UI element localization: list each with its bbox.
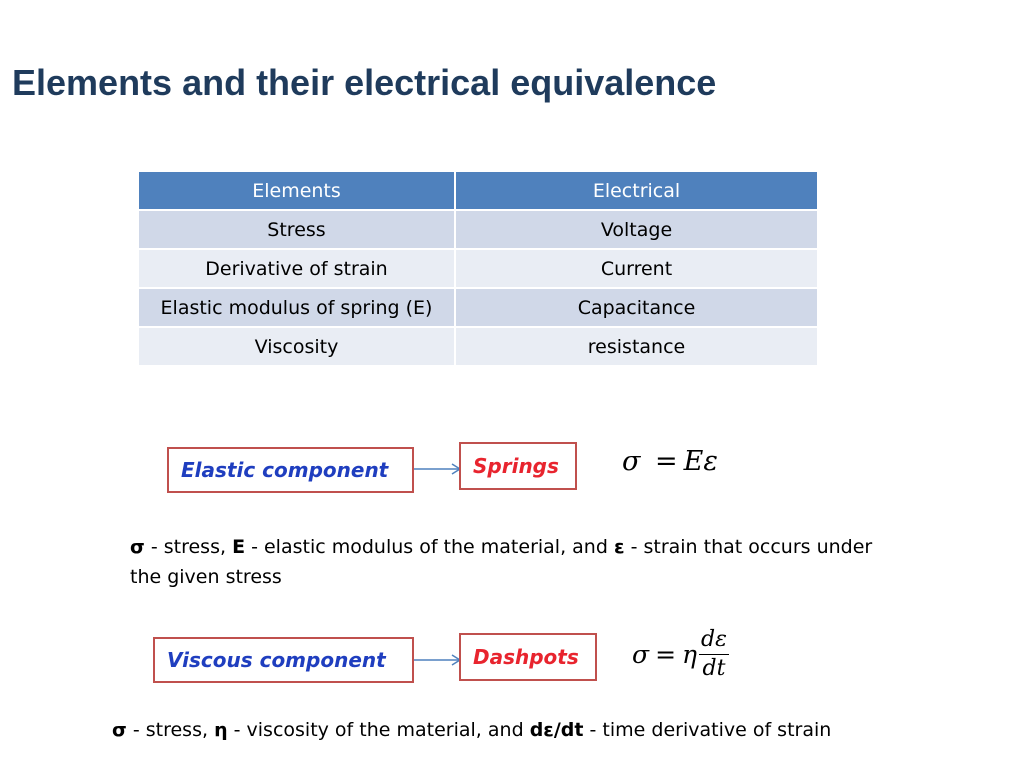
table-cell: Stress [138, 210, 455, 249]
table-cell: Viscosity [138, 327, 455, 366]
viscous-description [112, 715, 992, 745]
table-cell: resistance [455, 327, 818, 366]
desc-text: - elastic modulus of the material, and [245, 536, 614, 558]
elastic-component-label: Elastic component [181, 458, 389, 482]
table-row [138, 210, 818, 249]
desc-sym: E [232, 536, 246, 558]
desc-sym: ε [613, 536, 625, 558]
table-row [138, 249, 818, 288]
desc-sym: σ [130, 536, 145, 558]
table-header-row [138, 171, 818, 210]
table-row [138, 327, 818, 366]
slide-title: Elements and their electrical equivalence [12, 62, 717, 103]
desc-text: the given stress [130, 566, 282, 588]
table-cell: Voltage [455, 210, 818, 249]
table-header-electrical: Electrical [455, 171, 818, 210]
elastic-arrow-icon [413, 462, 463, 476]
desc-sym: dε/dt [529, 719, 584, 741]
desc-sym: σ [112, 719, 127, 741]
formula-sigma: σ [622, 446, 641, 477]
viscous-component-box [153, 637, 414, 683]
formula-strain: ε [703, 446, 718, 477]
desc-text: - stress, [144, 536, 233, 558]
table-cell: Derivative of strain [138, 249, 455, 288]
dashpots-label: Dashpots [473, 645, 579, 669]
formula-viscosity: η [682, 639, 698, 669]
elastic-description [130, 532, 950, 592]
viscous-component-label: Viscous component [167, 648, 386, 672]
table-cell: Current [455, 249, 818, 288]
desc-text: - strain that occurs under [624, 536, 873, 558]
desc-sym: η [214, 719, 228, 741]
desc-text: - time derivative of strain [583, 719, 832, 741]
viscous-formula [632, 622, 729, 686]
formula-denominator: dt [702, 655, 726, 681]
formula-sigma: σ [632, 639, 650, 669]
formula-fraction [699, 626, 729, 683]
formula-numerator: dε [699, 626, 729, 655]
desc-text: - stress, [126, 719, 215, 741]
table-header-elements: Elements [138, 171, 455, 210]
dashpots-box [459, 633, 597, 681]
springs-label: Springs [473, 454, 559, 478]
elastic-formula [622, 446, 718, 477]
formula-modulus: E [683, 446, 704, 477]
table-row [138, 288, 818, 327]
springs-box [459, 442, 577, 490]
elastic-component-box [167, 447, 414, 493]
equivalence-table [137, 170, 819, 367]
table-cell: Elastic modulus of spring (E) [138, 288, 455, 327]
desc-text: - viscosity of the material, and [227, 719, 530, 741]
formula-equals: = [655, 446, 678, 477]
formula-equals: = [655, 639, 677, 669]
viscous-arrow-icon [413, 653, 463, 667]
table-cell: Capacitance [455, 288, 818, 327]
